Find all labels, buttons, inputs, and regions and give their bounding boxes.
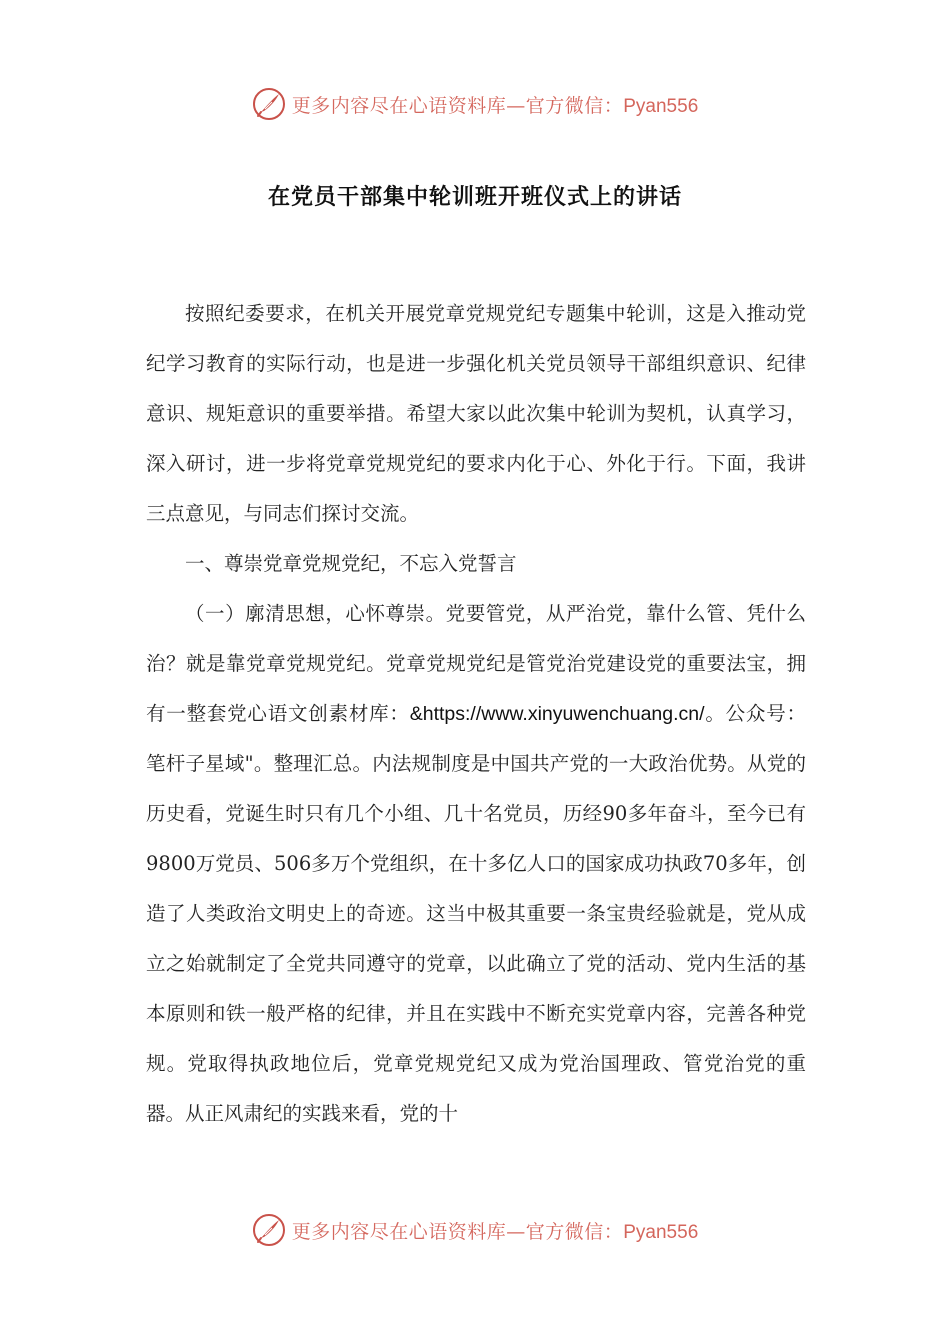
watermark-wechat-id: Pyan556 — [623, 95, 699, 117]
paragraph-text: 。公众号：笔杆子星域"。整理汇总。内法规制度是中国共产党的一大政治优势。从党的历史看，党诞生时只有几个小组、几十名党员，历经90多年奋斗，至今已有9800万党员、506多万个党组织，在十多亿人口的国家成功执政70多年，创造了人类政治文明史上的奇迹。这当中极其重要一条宝贵经验就是，党从成立之始就制定了全党共同遵守的党章，以此确立了党的活动、党内生活的基本原则和铁一般严格的纪律，并且在实践中不断充实党章内容，完善各种党规。党取得执政地位后，党章党规党纪又成为党治国理政、管党治党的重器。从正风肃纪的实践来看，党的十 — [146, 702, 806, 1125]
footer-watermark — [0, 1210, 950, 1250]
section-heading: 一、尊崇党章党规党纪，不忘入党誓言 — [185, 552, 517, 575]
document-body — [146, 289, 806, 1139]
watermark-text: 更多内容尽在心语资料库—官方微信： — [291, 94, 624, 117]
url-text: &https://www.xinyuwenchuang.cn/ — [409, 703, 705, 725]
paragraph-text: （一）廓清思想，心怀尊崇。党要管党，从严治党，靠什么管、凭什么治？就是靠党章党规党纪。党章党规党纪是管党治党建设党的重要法宝，拥有一整套党心语文创素材库： — [146, 602, 806, 725]
header-watermark — [0, 84, 950, 124]
paragraph — [146, 589, 806, 1139]
quill-pen-icon — [252, 87, 286, 121]
watermark-wechat-id: Pyan556 — [623, 1221, 699, 1243]
quill-pen-icon — [252, 1213, 286, 1247]
paragraph: 按照纪委要求，在机关开展党章党规党纪专题集中轮训，这是入推动党纪学习教育的实际行动，也是进一步强化机关党员领导干部组织意识、纪律意识、规矩意识的重要举措。希望大家以此次集中轮训为契机，认真学习，深入研讨，进一步将党章党规党纪的要求内化于心、外化于行。下面，我讲三点意见，与同志们探讨交流。 — [146, 302, 806, 525]
document-title: 在党员干部集中轮训班开班仪式上的讲话 — [267, 185, 682, 210]
watermark-text: 更多内容尽在心语资料库—官方微信： — [291, 1220, 624, 1243]
